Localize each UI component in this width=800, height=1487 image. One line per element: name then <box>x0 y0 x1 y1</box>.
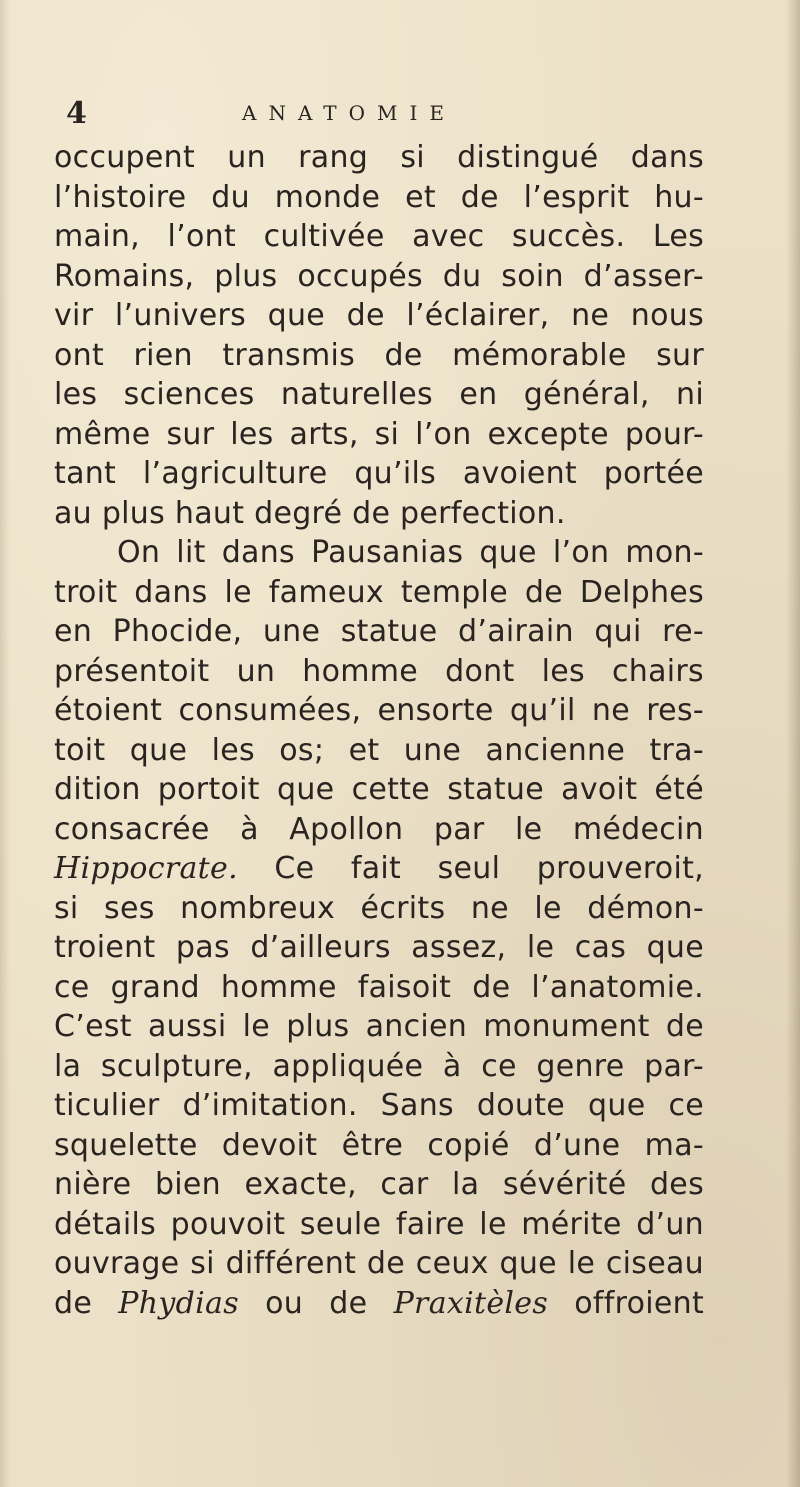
page-header <box>66 96 586 136</box>
text-segment: occupent un rang si distingué dans <box>54 140 704 175</box>
text-line <box>54 1284 704 1324</box>
text-line <box>54 533 704 573</box>
text-line <box>54 573 704 613</box>
text-line <box>54 928 704 968</box>
text-segment: même sur les arts, si l’on excepte pour- <box>54 416 704 452</box>
text-line <box>54 612 704 652</box>
text-segment: étoient consumées, ensorte qu’il ne res- <box>54 693 704 728</box>
text-line <box>54 1047 704 1087</box>
text-segment: consacrée à Apollon par le médecin <box>54 811 704 847</box>
text-segment: On lit dans Pausanias que l’on mon- <box>117 535 704 570</box>
text-segment: troit dans le fameux temple de Delphes <box>54 574 704 610</box>
text-line <box>54 138 704 178</box>
text-segment: la sculpture, appliquée à ce genre par- <box>54 1048 704 1084</box>
text-segment: toit que les os; et une ancienne tra- <box>54 732 704 768</box>
text-segment: Ce fait seul prouveroit, <box>237 851 704 886</box>
text-line <box>54 1165 704 1205</box>
text-line <box>54 691 704 731</box>
text-segment: ou de <box>238 1285 394 1321</box>
text-segment: Romains, plus occupés du soin d’asser- <box>54 258 704 294</box>
text-line <box>54 217 704 257</box>
text-segment: détails pouvoit seule faire le mérite d’un <box>54 1206 704 1242</box>
text-segment: ticulier d’imitation. Sans doute que ce <box>54 1088 704 1123</box>
text-line <box>54 770 704 810</box>
text-segment: ce grand homme faisoit de l’anatomie. <box>54 969 704 1005</box>
text-segment: main, l’ont cultivée avec succès. Les <box>54 219 704 254</box>
text-line <box>54 731 704 771</box>
text-segment: présentoit un homme dont les chairs <box>54 653 704 689</box>
text-line <box>54 810 704 850</box>
text-segment: en Phocide, une statue d’airain qui re- <box>54 614 704 649</box>
text-segment: C’est aussi le plus ancien monument de <box>54 1009 704 1044</box>
text-line <box>54 849 704 889</box>
text-segment: troient pas d’ailleurs assez, le cas que <box>54 930 704 965</box>
text-segment: l’histoire du monde et de l’esprit hu- <box>54 179 704 215</box>
text-line <box>54 296 704 336</box>
page-gutter-shadow <box>0 0 10 1487</box>
text-line <box>54 1205 704 1245</box>
text-line <box>54 889 704 929</box>
text-segment: tant l’agriculture qu’ils avoient portée <box>54 456 704 491</box>
text-segment: de <box>54 1285 119 1321</box>
text-segment: les sciences naturelles en général, ni <box>54 377 704 412</box>
text-line <box>54 415 704 455</box>
text-line <box>54 454 704 494</box>
italic-text-segment: Phydias <box>118 1285 239 1321</box>
text-line <box>54 494 704 534</box>
text-segment: dition portoit que cette statue avoit été <box>54 772 704 807</box>
italic-text-segment: Hippocrate. <box>54 851 238 886</box>
text-segment: ont rien transmis de mémorable sur <box>54 337 704 373</box>
page-number: 4 <box>66 96 87 131</box>
text-segment: offroient <box>548 1285 705 1321</box>
text-line <box>54 968 704 1008</box>
text-line <box>54 1244 704 1284</box>
text-line <box>54 178 704 218</box>
text-segment: si ses nombreux écrits ne le démon- <box>54 890 704 926</box>
body-text <box>54 138 704 1323</box>
text-line <box>54 1086 704 1126</box>
text-segment: au plus haut degré de perfection. <box>54 495 566 531</box>
text-segment: ouvrage si différent de ceux que le ciseau <box>54 1246 704 1281</box>
text-line <box>54 336 704 376</box>
text-line <box>54 1126 704 1166</box>
text-line <box>54 1007 704 1047</box>
text-line <box>54 375 704 415</box>
text-line <box>54 652 704 692</box>
text-segment: nière bien exacte, car la sévérité des <box>54 1167 704 1202</box>
text-segment: vir l’univers que de l’éclairer, ne nous <box>54 298 704 333</box>
page-edge-shadow <box>786 0 800 1487</box>
text-segment: squelette devoit être copié d’une ma- <box>54 1127 704 1163</box>
text-line <box>54 257 704 297</box>
running-head: ANATOMIE <box>242 101 457 125</box>
italic-text-segment: Praxitèles <box>393 1285 549 1321</box>
